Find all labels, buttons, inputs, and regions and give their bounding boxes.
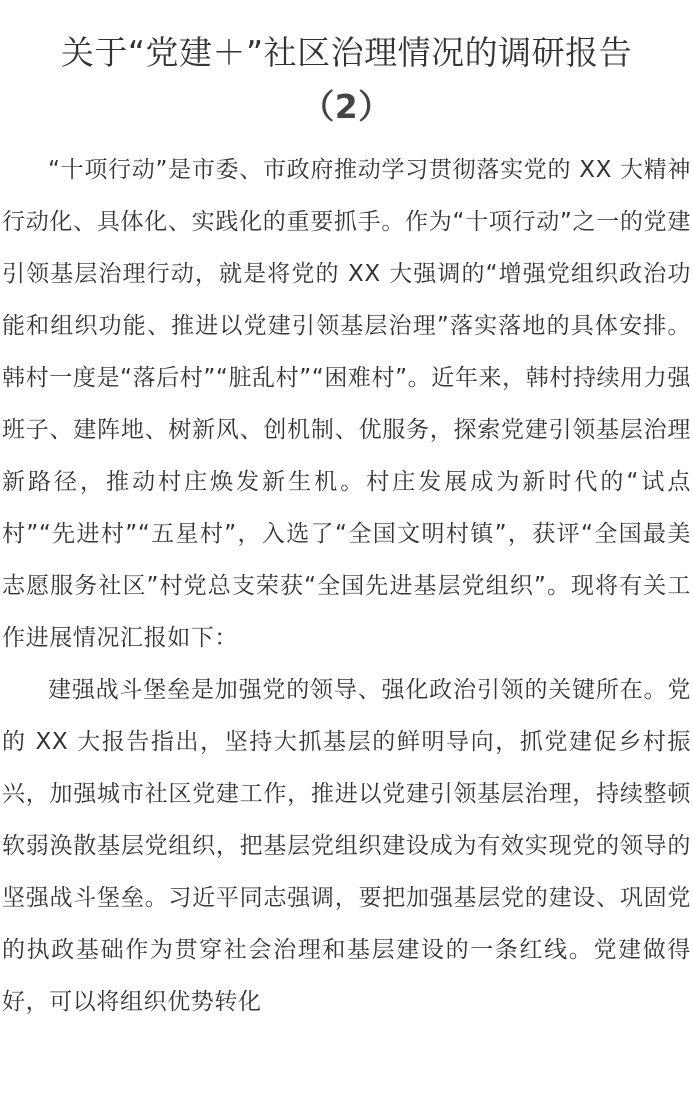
document-body bbox=[0, 144, 693, 1028]
title-part-number: （2） bbox=[301, 87, 392, 126]
paragraph: “十项行动”是市委、市政府推动学习贯彻落实党的 XX 大精神行动化、具体化、实践化的重要抓手。作为“十项行动”之一的党建引领基层治理行动，就是将党的 XX 大强调的“增强党组织政治功能和组织功能、推进以党建引领基层治理”落实落地的具体安排。韩村一度是“落后村”“脏乱村”“困难村”。近年来，韩村持续用力强班子、建阵地、树新风、创机制、优服务，探索党建引领基层治理新路径，推动村庄焕发新生机。村庄发展成为新时代的“试点村”“先进村”“五星村”，入选了“全国文明村镇”，获评“全国最美志愿服务社区”村党总支荣获“全国先进基层党组织”。现将有关工作进展情况汇报如下： bbox=[2, 157, 691, 651]
document-title bbox=[0, 0, 693, 134]
paragraph: 建强战斗堡垒是加强党的领导、强化政治引领的关键所在。党的 XX 大报告指出，坚持大抓基层的鲜明导向，抓党建促乡村振兴，加强城市社区党建工作，推进以党建引领基层治理，持续整顿软弱涣散基层党组织，把基层党组织建设成为有效实现党的领导的坚强战斗堡垒。习近平同志强调，要把加强基层党的建设、巩固党的执政基础作为贯穿社会治理和基层建设的一条红线。党建做得好，可以将组织优势转化 bbox=[2, 677, 691, 1015]
title-main: 关于“党建＋”社区治理情况的调研报告 bbox=[60, 33, 633, 72]
